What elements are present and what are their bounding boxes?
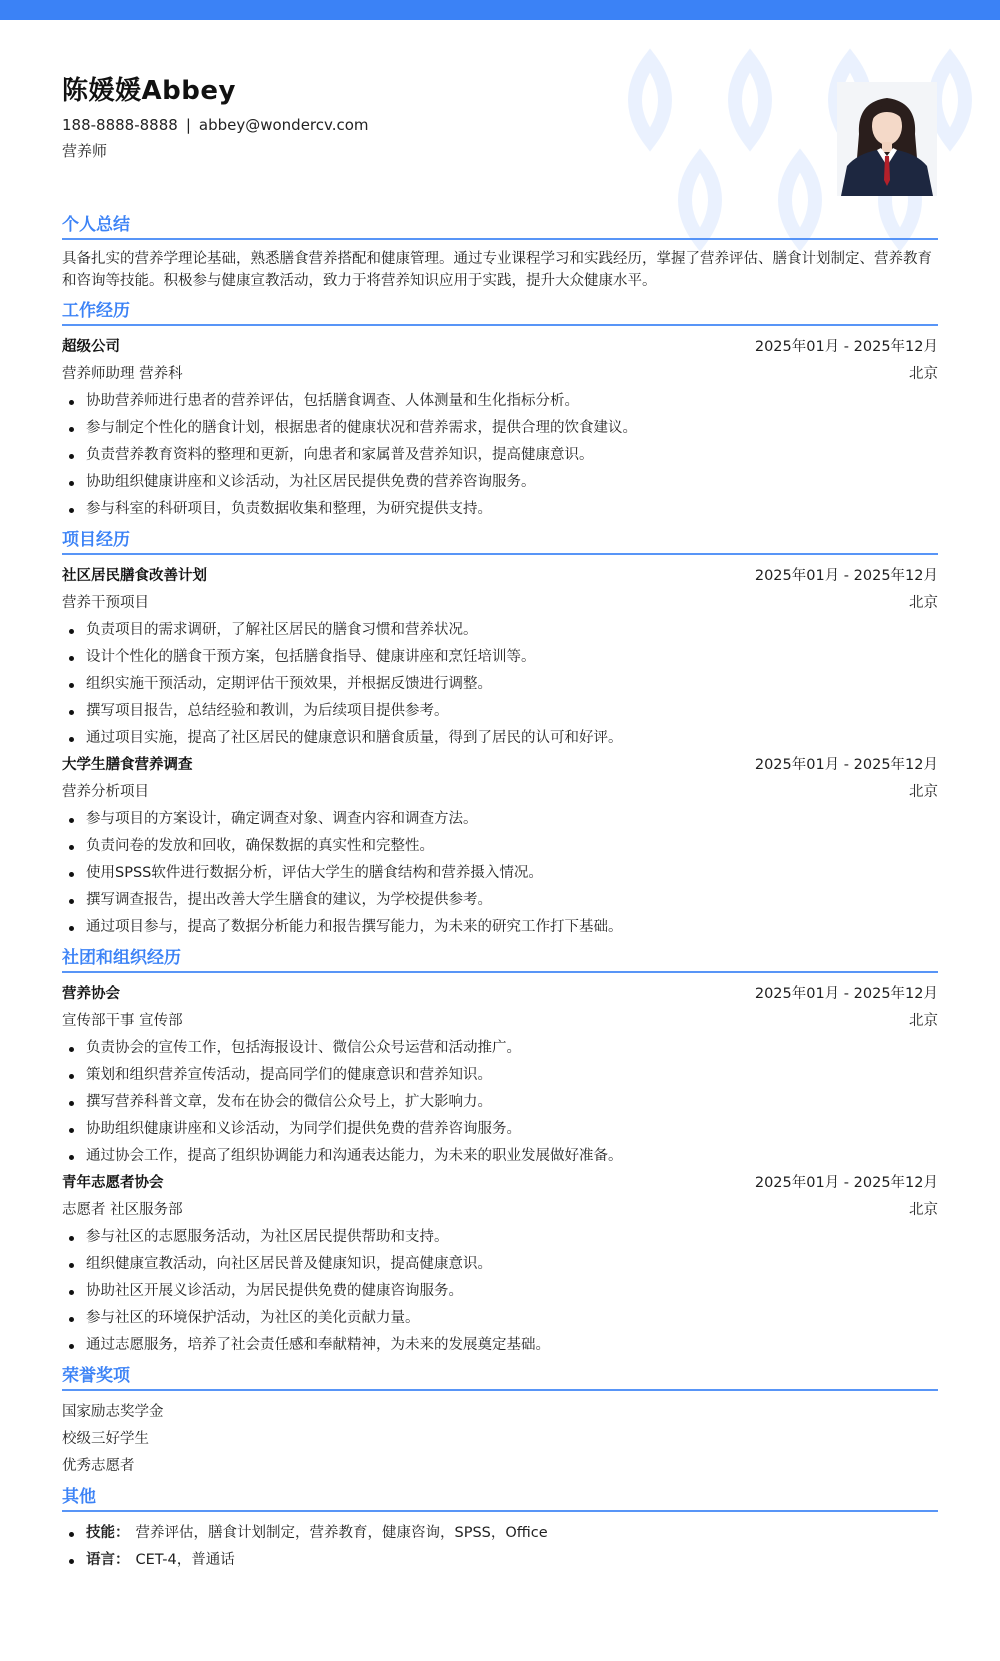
bullet-item: 设计个性化的膳食干预方案，包括膳食指导、健康讲座和烹饪培训等。	[86, 644, 938, 671]
resume-content	[62, 212, 938, 1574]
work-entry	[62, 334, 938, 523]
club-entry	[62, 1170, 938, 1359]
honors-section	[62, 1363, 938, 1480]
skills-item	[86, 1520, 938, 1547]
phone-number: 188-8888-8888	[62, 116, 178, 134]
entry-role: 宣传部干事 宣传部	[62, 1013, 183, 1029]
language-label: 语言：	[86, 1552, 130, 1568]
skills-value: 营养评估，膳食计划制定，营养教育，健康咨询，SPSS，Office	[135, 1525, 548, 1541]
bullet-item: 协助组织健康讲座和义诊活动，为同学们提供免费的营养咨询服务。	[86, 1116, 938, 1143]
bullet-item: 参与科室的科研项目，负责数据收集和整理，为研究提供支持。	[86, 496, 938, 523]
entry-role: 营养干预项目	[62, 595, 149, 611]
top-accent-bar	[0, 0, 1000, 20]
club-entry	[62, 981, 938, 1170]
entry-location: 北京	[909, 784, 938, 800]
section-divider	[62, 1389, 938, 1391]
bullet-item: 通过志愿服务，培养了社会责任感和奉献精神，为未来的发展奠定基础。	[86, 1332, 938, 1359]
section-title: 工作经历	[62, 301, 130, 321]
entry-bullets	[62, 617, 938, 752]
bullet-item: 协助社区开展义诊活动，为居民提供免费的健康咨询服务。	[86, 1278, 938, 1305]
section-divider	[62, 1510, 938, 1512]
entry-location: 北京	[909, 1202, 938, 1218]
project-entry	[62, 563, 938, 752]
entry-location: 北京	[909, 595, 938, 611]
bullet-item: 使用SPSS软件进行数据分析，评估大学生的膳食结构和营养摄入情况。	[86, 860, 938, 887]
entry-date: 2025年01月 - 2025年12月	[754, 1175, 938, 1191]
award-item: 优秀志愿者	[62, 1458, 135, 1474]
skills-label: 技能：	[86, 1525, 130, 1541]
section-title: 个人总结	[62, 215, 130, 235]
entry-bullets	[62, 1224, 938, 1359]
bullet-item: 通过协会工作，提高了组织协调能力和沟通表达能力，为未来的职业发展做好准备。	[86, 1143, 938, 1170]
bullet-item: 协助营养师进行患者的营养评估，包括膳食调查、人体测量和生化指标分析。	[86, 388, 938, 415]
entry-role: 志愿者 社区服务部	[62, 1202, 183, 1218]
entry-role: 营养师助理 营养科	[62, 366, 183, 382]
candidate-name: 陈媛媛Abbey	[62, 76, 236, 106]
contact-line	[62, 116, 369, 134]
bullet-item: 参与项目的方案设计，确定调查对象、调查内容和调查方法。	[86, 806, 938, 833]
bullet-item: 撰写项目报告，总结经验和教训，为后续项目提供参考。	[86, 698, 938, 725]
bullet-item: 参与制定个性化的膳食计划，根据患者的健康状况和营养需求，提供合理的饮食建议。	[86, 415, 938, 442]
other-list	[62, 1520, 938, 1574]
language-item	[86, 1547, 938, 1574]
section-divider	[62, 324, 938, 326]
entry-bullets	[62, 1035, 938, 1170]
award-item: 校级三好学生	[62, 1431, 149, 1447]
profile-photo	[837, 82, 937, 196]
section-divider	[62, 238, 938, 240]
job-title: 营养师	[62, 142, 108, 160]
bullet-item: 通过项目参与，提高了数据分析能力和报告撰写能力，为未来的研究工作打下基础。	[86, 914, 938, 941]
entry-organization: 营养协会	[62, 986, 120, 1002]
portrait-illustration	[837, 82, 937, 196]
section-title: 荣誉奖项	[62, 1366, 130, 1386]
entry-date: 2025年01月 - 2025年12月	[754, 757, 938, 773]
bullet-item: 撰写调查报告，提出改善大学生膳食的建议，为学校提供参考。	[86, 887, 938, 914]
bullet-item: 撰写营养科普文章，发布在协会的微信公众号上，扩大影响力。	[86, 1089, 938, 1116]
section-divider	[62, 553, 938, 555]
work-section	[62, 298, 938, 523]
entry-location: 北京	[909, 366, 938, 382]
language-value: CET-4，普通话	[135, 1552, 235, 1568]
email-address: abbey@wondercv.com	[198, 116, 369, 134]
entry-date: 2025年01月 - 2025年12月	[754, 339, 938, 355]
entry-bullets	[62, 388, 938, 523]
entry-organization: 大学生膳食营养调查	[62, 757, 193, 773]
project-entry	[62, 752, 938, 941]
bullet-item: 策划和组织营养宣传活动，提高同学们的健康意识和营养知识。	[86, 1062, 938, 1089]
bullet-item: 通过项目实施，提高了社区居民的健康意识和膳食质量，得到了居民的认可和好评。	[86, 725, 938, 752]
entry-organization: 超级公司	[62, 339, 120, 355]
entry-organization: 社区居民膳食改善计划	[62, 568, 207, 584]
clubs-section	[62, 945, 938, 1359]
bullet-item: 组织实施干预活动，定期评估干预效果，并根据反馈进行调整。	[86, 671, 938, 698]
projects-section	[62, 527, 938, 941]
section-title: 其他	[62, 1487, 96, 1507]
section-title: 社团和组织经历	[62, 948, 181, 968]
entry-location: 北京	[909, 1013, 938, 1029]
bullet-item: 负责营养教育资料的整理和更新，向患者和家属普及营养知识，提高健康意识。	[86, 442, 938, 469]
entry-organization: 青年志愿者协会	[62, 1175, 164, 1191]
bullet-item: 组织健康宣教活动，向社区居民普及健康知识，提高健康意识。	[86, 1251, 938, 1278]
bullet-item: 协助组织健康讲座和义诊活动，为社区居民提供免费的营养咨询服务。	[86, 469, 938, 496]
bullet-item: 负责项目的需求调研，了解社区居民的膳食习惯和营养状况。	[86, 617, 938, 644]
entry-date: 2025年01月 - 2025年12月	[754, 986, 938, 1002]
other-section	[62, 1484, 938, 1574]
bullet-item: 负责协会的宣传工作，包括海报设计、微信公众号运营和活动推广。	[86, 1035, 938, 1062]
summary-text: 具备扎实的营养学理论基础，熟悉膳食营养搭配和健康管理。通过专业课程学习和实践经历，掌握了营养评估、膳食计划制定、营养教育和咨询等技能。积极参与健康宣教活动，致力于将营养知识应用于实践，提升大众健康水平。	[62, 251, 932, 289]
award-item: 国家励志奖学金	[62, 1404, 164, 1420]
bullet-item: 参与社区的环境保护活动，为社区的美化贡献力量。	[86, 1305, 938, 1332]
entry-bullets	[62, 806, 938, 941]
bullet-item: 负责问卷的发放和回收，确保数据的真实性和完整性。	[86, 833, 938, 860]
summary-section	[62, 212, 938, 292]
entry-date: 2025年01月 - 2025年12月	[754, 568, 938, 584]
bullet-item: 参与社区的志愿服务活动，为社区居民提供帮助和支持。	[86, 1224, 938, 1251]
section-divider	[62, 971, 938, 973]
contact-separator: |	[185, 116, 191, 134]
section-title: 项目经历	[62, 530, 130, 550]
entry-role: 营养分析项目	[62, 784, 149, 800]
